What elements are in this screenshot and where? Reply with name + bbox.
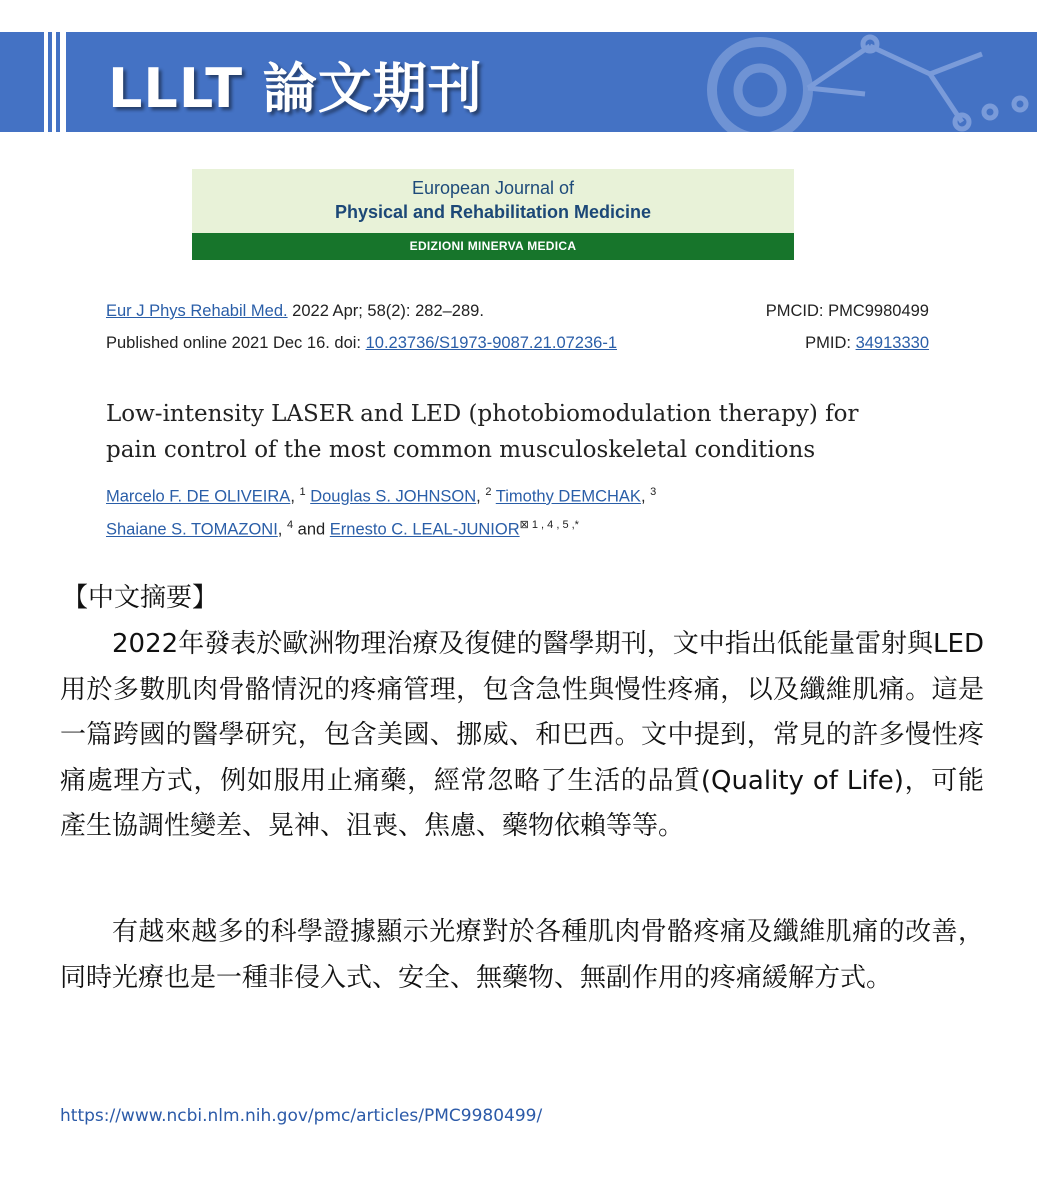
authors-line-1: Marcelo F. DE OLIVEIRA, $^1$ Douglas S. JOHNSON, $^2$ Timothy DEMCHAK, $^3$: [106, 486, 657, 506]
citation-row-2: [106, 334, 929, 353]
journal-publisher: EDIZIONI MINERVA MEDICA: [192, 233, 794, 260]
abstract-paragraph-2: 有越來越多的科學證據顯示光療對於各種肌肉骨骼疼痛及纖維肌痛的改善，同時光療也是一種非侵入式、安全、無藥物、無副作用的疼痛緩解方式。: [60, 917, 984, 993]
abstract-heading: 【中文摘要】: [62, 583, 219, 613]
author-affiliation: 1: [299, 486, 306, 498]
banner-stripe: [44, 32, 48, 132]
author-affiliation: 3: [650, 486, 657, 498]
journal-logo: [192, 169, 794, 260]
citation-issue: 2022 Apr; 58(2): 282–289.: [287, 302, 484, 320]
pmid-link[interactable]: 34913330: [855, 334, 929, 352]
journal-logo-title: [192, 169, 794, 233]
author-link[interactable]: Shaiane S. TOMAZONI: [106, 520, 278, 539]
author-link[interactable]: Marcelo F. DE OLIVEIRA: [106, 487, 291, 506]
journal-name-line1: European Journal of: [411, 178, 575, 198]
citation-row-1: [106, 302, 929, 321]
article-title-line2: pain control of the most common musculoskeletal conditions: [106, 437, 816, 463]
article-title: [106, 396, 936, 468]
source-url-link[interactable]: https://www.ncbi.nlm.nih.gov/pmc/articles/PMC9980499/: [60, 1106, 543, 1126]
author-link[interactable]: Timothy DEMCHAK: [495, 487, 641, 506]
abstract-paragraph-1: 2022年發表於歐洲物理治療及復健的醫學期刊，文中指出低能量雷射與LED用於多數肌肉骨骼情況的疼痛管理，包含急性與慢性疼痛，以及纖維肌痛。這是一篇跨國的醫學研究，包含美國、挪威、和巴西。文中提到，常見的許多慢性疼痛處理方式，例如服用止痛藥，經常忽略了生活的品質(Quality of Life)，可能產生協調性變差、晃神、沮喪、焦慮、藥物依賴等等。: [60, 629, 984, 841]
authors-line-2: Shaiane S. TOMAZONI, $^4$ and Ernesto C. LEAL-$JUNIOR^{⊠ 1 , 4 , 5 ,*}$: [106, 519, 579, 539]
author-affiliation: 2: [485, 486, 492, 498]
author-link[interactable]: Douglas S. JOHNSON: [310, 487, 477, 506]
page-title: LLLT 論文期刊: [108, 57, 483, 120]
pmcid-label: PMCID: PMC9980499: [765, 302, 929, 320]
author-affiliation: ⊠ 1 , 4 , 5 ,*: [519, 519, 579, 531]
banner-stripe: [52, 32, 56, 132]
article-title-line1: Low-intensity LASER and LED (photobiomodulation therapy) for: [106, 401, 859, 427]
journal-link[interactable]: Eur J Phys Rehabil Med.: [106, 302, 288, 320]
pmid-block: [805, 334, 929, 353]
published-online: Published online 2021 Dec 16. doi:: [106, 334, 366, 352]
molecule-decoration-icon: [690, 32, 1037, 132]
pmid-label: PMID:: [805, 334, 856, 352]
author-link[interactable]: Ernesto C. LEAL-JUNIOR: [329, 520, 520, 539]
author-affiliation: 4: [286, 519, 294, 531]
journal-name-line2: Physical and Rehabilitation Medicine: [334, 202, 652, 222]
banner-stripe: [60, 32, 66, 132]
authors-and: and: [293, 520, 330, 539]
header-banner: [0, 32, 1037, 132]
doi-link[interactable]: 10.23736/S1973-9087.21.07236-1: [365, 334, 618, 352]
